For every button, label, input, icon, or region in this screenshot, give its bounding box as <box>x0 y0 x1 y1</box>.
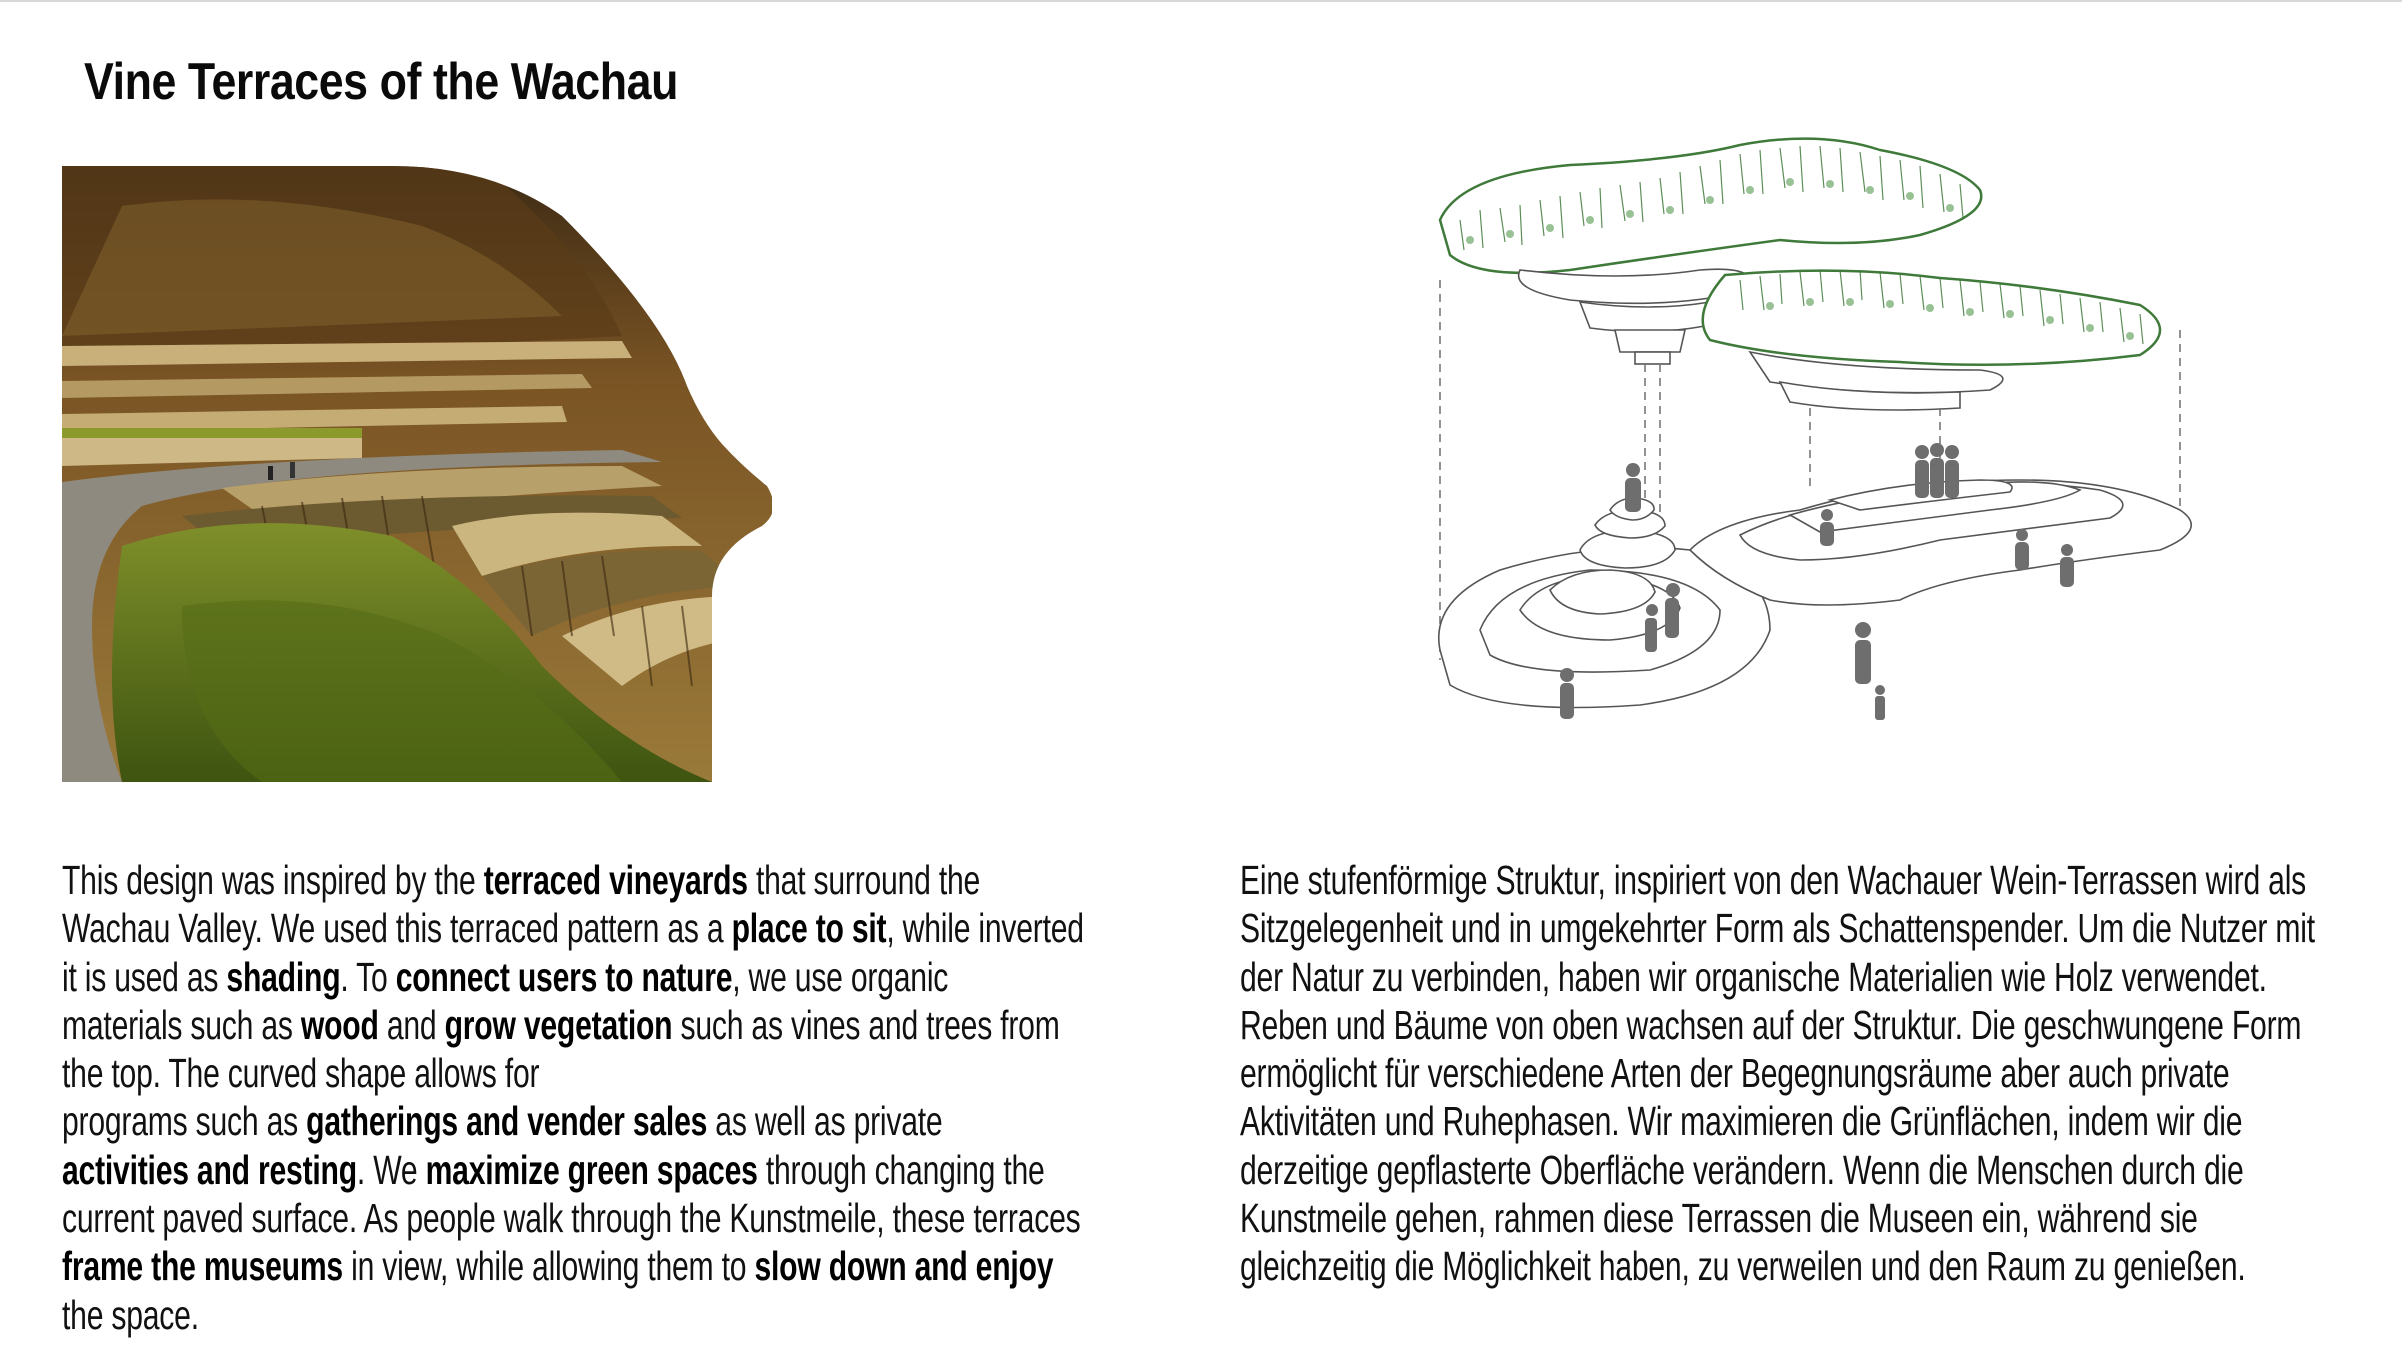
text-line: the space. <box>62 1291 199 1338</box>
english-description <box>62 856 1231 1339</box>
text-line: the top. The curved shape allows for <box>62 1050 540 1097</box>
german-description <box>1240 856 2394 1291</box>
text-line: it is used as shading. To connect users to nature, we use organic <box>62 953 949 1000</box>
text-line: Wachau Valley. We used this terraced pattern as a place to sit, while inverted <box>62 905 1084 952</box>
page-title: Vine Terraces of the Wachau <box>84 53 678 111</box>
terraced-vineyard-photo <box>62 166 772 782</box>
text-line: Sitzgelegenheit und in umgekehrter Form als Schattenspender. Um die Nutzer mit <box>1240 905 2315 952</box>
text-line: ermöglicht für verschiedene Arten der Begegnungsräume aber auch private <box>1240 1050 2230 1097</box>
text-line: Reben und Bäume von oben wachsen auf der Struktur. Die geschwungene Form <box>1240 1001 2302 1048</box>
text-line: programs such as gatherings and vender sales as well as private <box>62 1098 943 1145</box>
text-line: activities and resting. We maximize green spaces through changing the <box>62 1146 1045 1193</box>
text-line: This design was inspired by the terraced vineyards that surround the <box>62 857 981 903</box>
text-line: current paved surface. As people walk through the Kunstmeile, these terraces <box>62 1195 1081 1242</box>
text-line: gleichzeitig die Möglichkeit haben, zu verweilen und den Raum zu genießen. <box>1240 1243 2246 1290</box>
top-divider <box>0 0 2402 2</box>
text-line: frame the museums in view, while allowing them to slow down and enjoy <box>62 1243 1054 1290</box>
text-line: materials such as wood and grow vegetation such as vines and trees from <box>62 1001 1060 1048</box>
text-line: Eine stufenförmige Struktur, inspiriert von den Wachauer Wein-Terrassen wird als <box>1240 857 2307 903</box>
text-line: der Natur zu verbinden, haben wir organische Materialien wie Holz verwendet. <box>1240 953 2267 1000</box>
terrace-pavilion-sketch <box>1420 130 2220 810</box>
text-line: Kunstmeile gehen, rahmen diese Terrassen die Museen ein, während sie <box>1240 1195 2198 1242</box>
text-line: derzeitige gepflasterte Oberfläche verändern. Wenn die Menschen durch die <box>1240 1146 2244 1193</box>
text-line: Aktivitäten und Ruhephasen. Wir maximieren die Grünflächen, indem wir die <box>1240 1098 2243 1145</box>
